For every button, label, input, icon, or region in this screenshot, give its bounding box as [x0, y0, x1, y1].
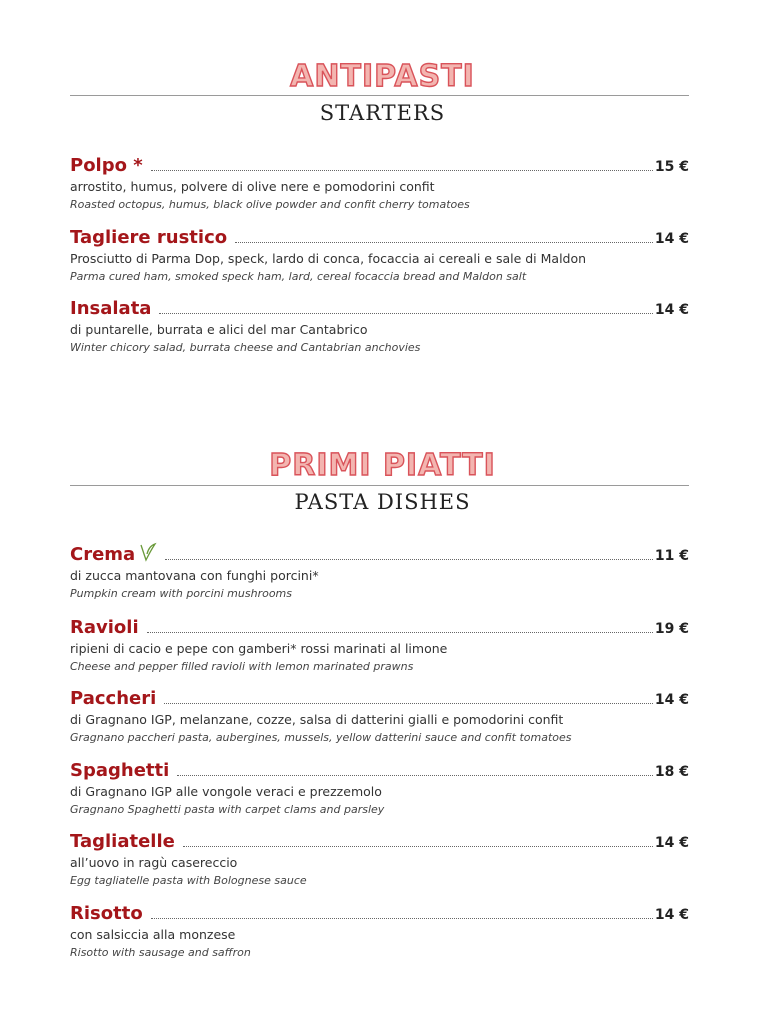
dish-description: con salsiccia alla monzese: [70, 927, 236, 942]
dot-leader: [177, 775, 653, 776]
divider: [70, 95, 689, 96]
dish-name: Risotto: [70, 903, 143, 924]
section-title: PRIMI PIATTI: [269, 448, 496, 483]
dot-leader: [159, 313, 652, 314]
menu-item: [70, 615, 689, 675]
dish-name: Crema: [70, 544, 136, 565]
dish-description: di puntarelle, burrata e alici del mar Cantabrico: [70, 322, 368, 337]
dot-leader: [147, 632, 653, 633]
section-subtitle: STARTERS: [319, 101, 446, 125]
dish-description: di zucca mantovana con funghi porcini*: [70, 568, 319, 583]
vegetarian-leaf-icon: [139, 542, 157, 566]
dish-price: 15 €: [654, 159, 689, 175]
dish-description: Prosciutto di Parma Dop, speck, lardo di conca, focaccia ai cereali e sale di Maldon: [70, 251, 587, 266]
dish-translation: Gragnano paccheri pasta, aubergines, mussels, yellow datterini sauce and confit tomatoes: [70, 731, 572, 744]
menu-item: [70, 296, 689, 356]
dish-translation: Roasted octopus, humus, black olive powder and confit cherry tomatoes: [70, 198, 470, 211]
dish-name: Tagliere rustico: [70, 227, 228, 248]
dish-price: 14 €: [654, 302, 689, 318]
dish-description: arrostito, humus, polvere di olive nere e pomodorini confit: [70, 179, 435, 194]
dish-translation: Risotto with sausage and saffron: [70, 946, 251, 959]
dot-leader: [151, 170, 653, 171]
dish-description: all’uovo in ragù casereccio: [70, 855, 238, 870]
dish-name: Paccheri: [70, 688, 157, 709]
dot-leader: [151, 918, 653, 919]
menu-item: [70, 225, 689, 285]
dot-leader: [165, 559, 653, 560]
dish-description: ripieni di cacio e pepe con gamberi* rossi marinati al limone: [70, 641, 448, 656]
menu-item: [70, 153, 689, 213]
dot-leader: [235, 242, 653, 243]
divider: [70, 485, 689, 486]
dish-translation: Pumpkin cream with porcini mushrooms: [70, 587, 293, 600]
dish-name: Insalata: [70, 298, 152, 319]
dot-leader: [164, 703, 653, 704]
dish-translation: Cheese and pepper filled ravioli with lemon marinated prawns: [70, 660, 414, 673]
dish-description: di Gragnano IGP alle vongole veraci e prezzemolo: [70, 784, 382, 799]
dish-name: Ravioli: [70, 617, 139, 638]
menu-item: [70, 542, 689, 602]
section-title: ANTIPASTI: [290, 59, 475, 94]
dish-price: 19 €: [654, 621, 689, 637]
dish-price: 14 €: [654, 907, 689, 923]
dish-name: Polpo *: [70, 155, 143, 176]
dish-price: 11 €: [654, 548, 689, 564]
dish-translation: Gragnano Spaghetti pasta with carpet clams and parsley: [70, 803, 385, 816]
dish-price: 18 €: [654, 764, 689, 780]
dish-description: di Gragnano IGP, melanzane, cozze, salsa di datterini gialli e pomodorini confit: [70, 712, 564, 727]
dish-translation: Winter chicory salad, burrata cheese and Cantabrian anchovies: [70, 341, 421, 354]
dish-translation: Parma cured ham, smoked speck ham, lard, cereal focaccia bread and Maldon salt: [70, 270, 527, 283]
dish-name: Spaghetti: [70, 760, 170, 781]
dish-price: 14 €: [654, 231, 689, 247]
dish-name: Tagliatelle: [70, 831, 175, 852]
dish-translation: Egg tagliatelle pasta with Bolognese sauce: [70, 874, 307, 887]
dish-price: 14 €: [654, 835, 689, 851]
dot-leader: [183, 846, 653, 847]
menu-item: [70, 829, 689, 889]
menu-item: [70, 901, 689, 961]
menu-item: [70, 758, 689, 818]
section-subtitle: PASTA DISHES: [294, 490, 471, 514]
menu-item: [70, 686, 689, 746]
dish-price: 14 €: [654, 692, 689, 708]
